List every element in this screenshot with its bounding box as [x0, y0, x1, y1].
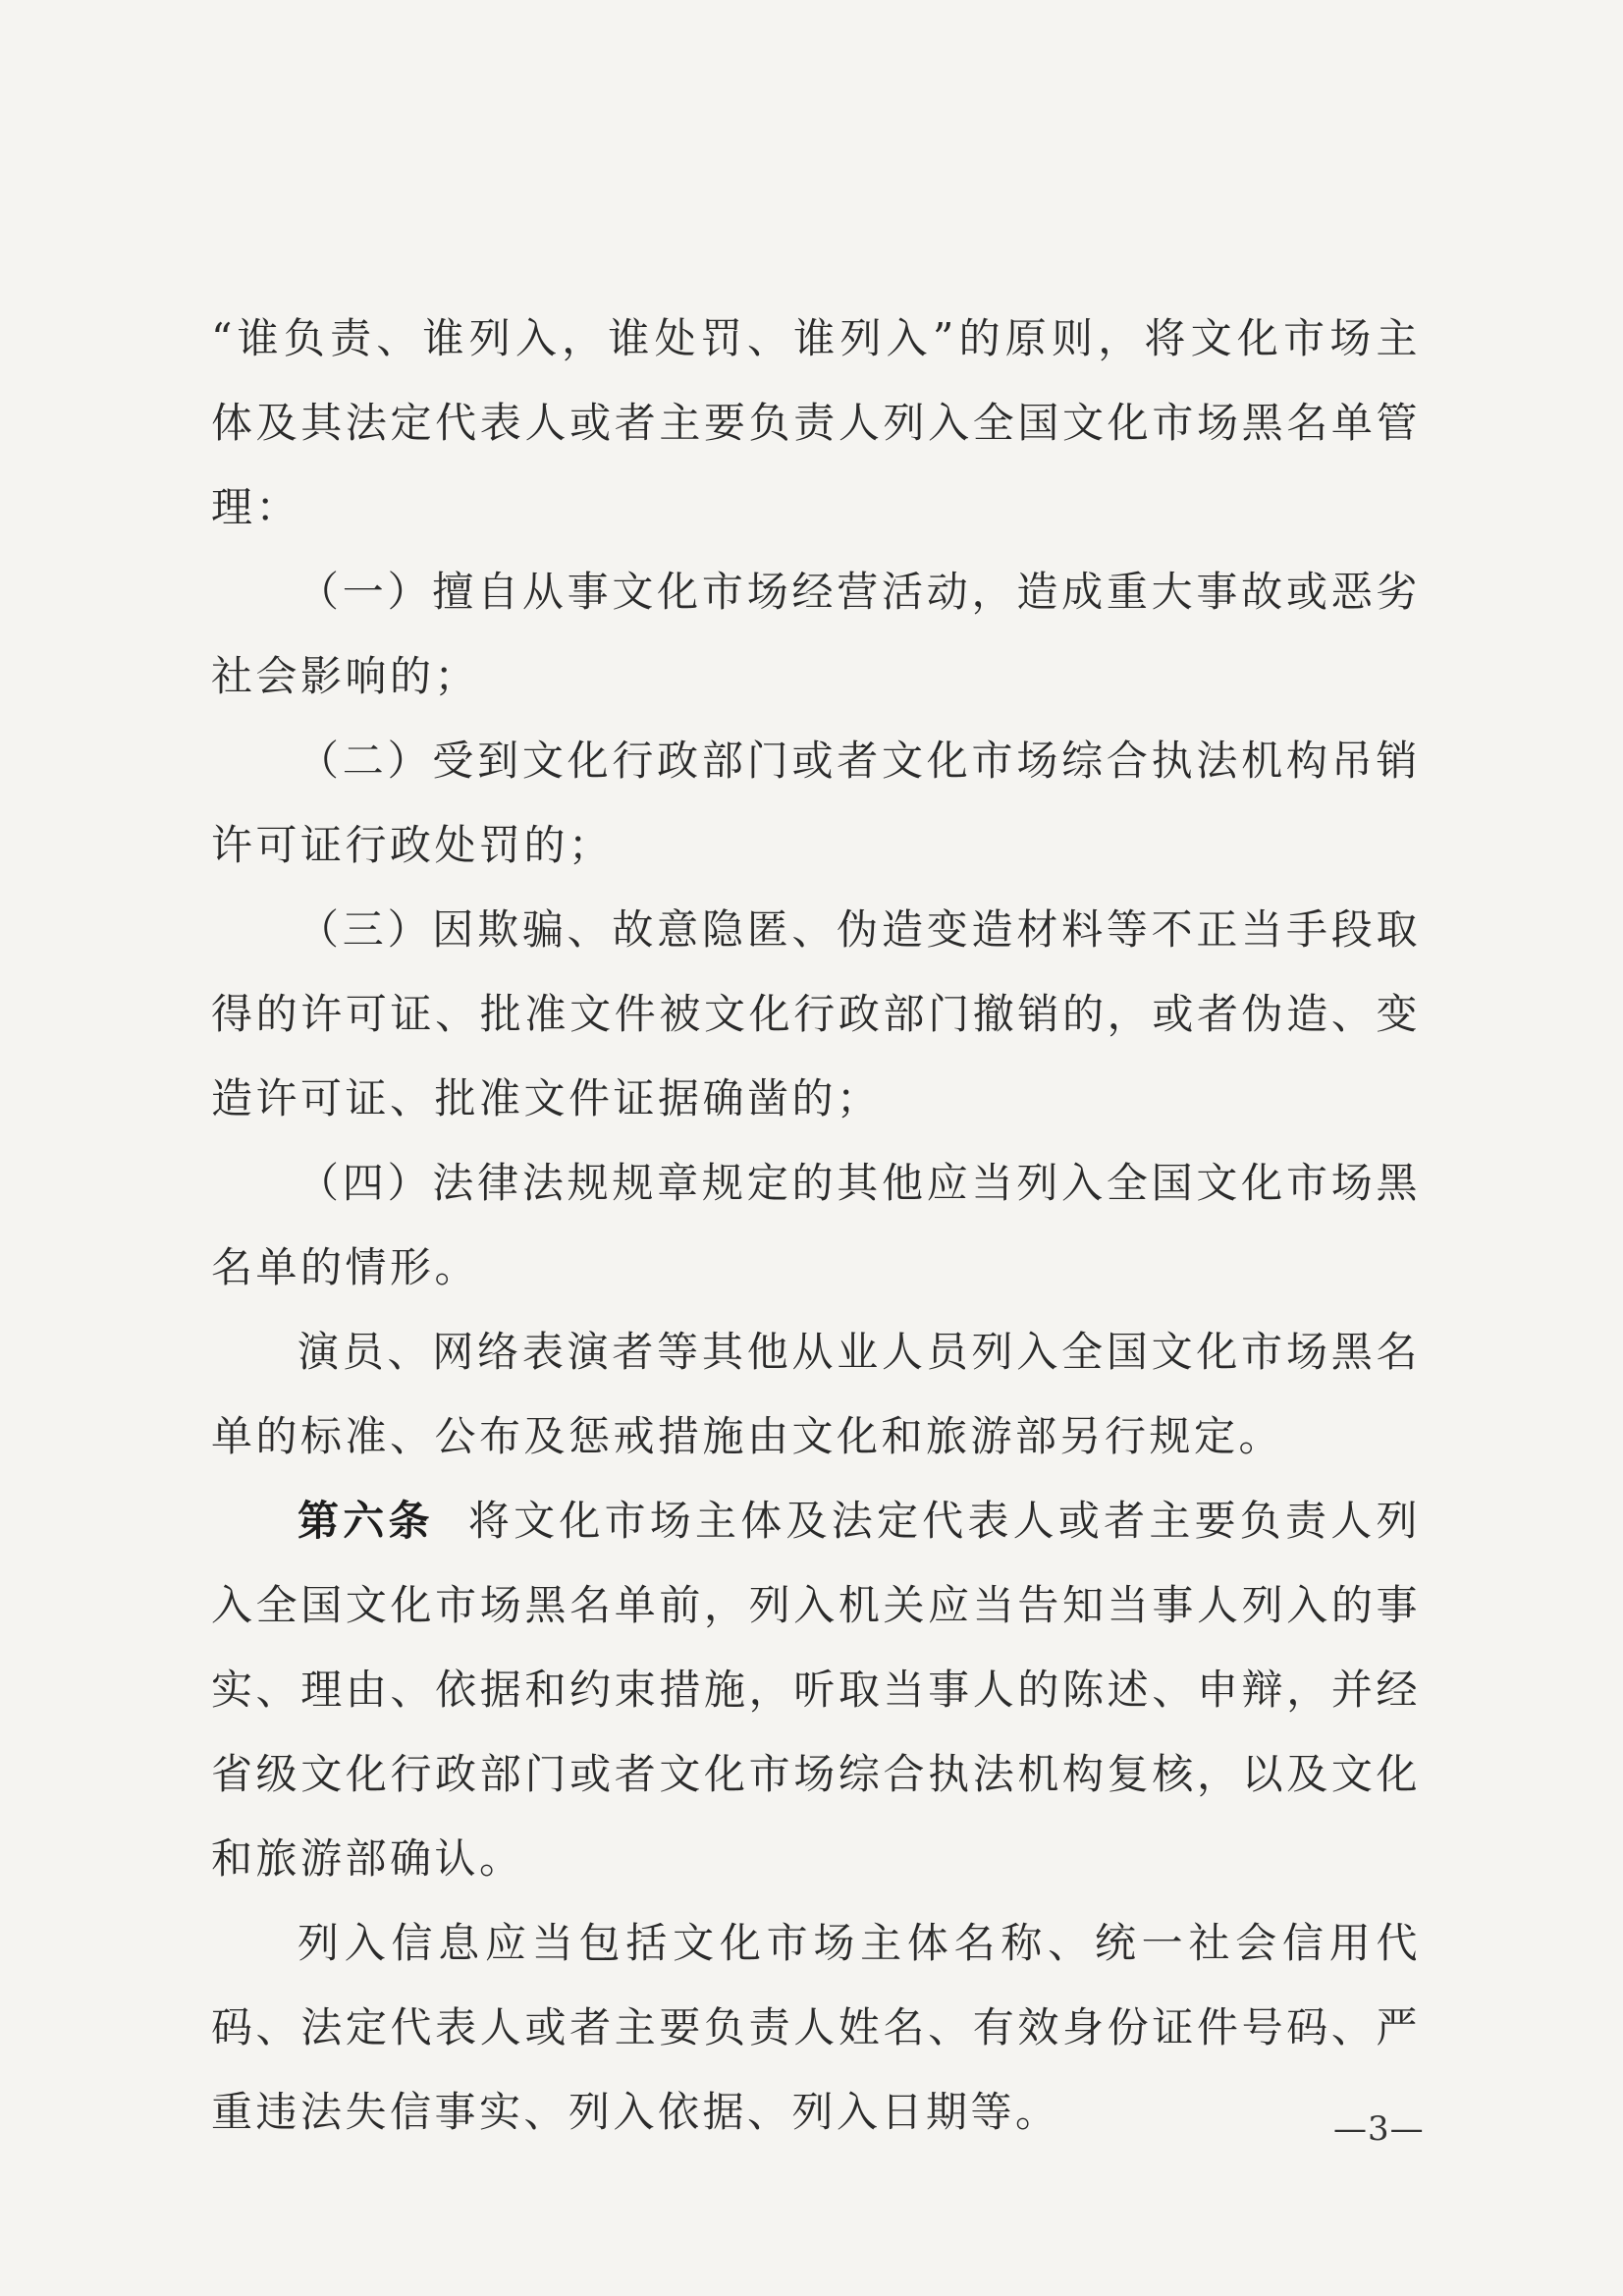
list-item-4 — [211, 1141, 1421, 1310]
list-item-2 — [211, 719, 1421, 888]
paragraph-text: “谁负责、谁列入，谁处罚、谁列入”的原则，将文化市场主体及其法定代表人或者主要负责人列入全国文化市场黑名单管理： — [211, 314, 1421, 531]
paragraph-text: 演员、网络表演者等其他从业人员列入全国文化市场黑名单的标准、公布及惩戒措施由文化和旅游部另行规定。 — [211, 1328, 1421, 1460]
list-item-1 — [211, 550, 1421, 719]
paragraph-principle — [211, 297, 1421, 550]
paragraph-performers — [211, 1310, 1421, 1479]
page-number: —3— — [1333, 2109, 1425, 2149]
paragraph-listing-info — [211, 1901, 1421, 2155]
article-six — [211, 1479, 1421, 1901]
paragraph-text: （四）法律法规规章规定的其他应当列入全国文化市场黑名单的情形。 — [211, 1159, 1421, 1291]
paragraph-text: （三）因欺骗、故意隐匿、伪造变造材料等不正当手段取得的许可证、批准文件被文化行政部门撤销的，或者伪造、变造许可证、批准文件证据确凿的； — [211, 905, 1421, 1122]
paragraph-text: （一）擅自从事文化市场经营活动，造成重大事故或恶劣社会影响的； — [211, 568, 1421, 700]
list-item-3 — [211, 888, 1421, 1141]
paragraph-text: 将文化市场主体及法定代表人或者主要负责人列入全国文化市场黑名单前，列入机关应当告知当事人列入的事实、理由、依据和约束措施，听取当事人的陈述、申辩，并经省级文化行政部门或者文化市场综合执法机构复核，以及文化和旅游部确认。 — [211, 1497, 1421, 1883]
paragraph-text: （二）受到文化行政部门或者文化市场综合执法机构吊销许可证行政处罚的； — [211, 737, 1421, 869]
article-heading: 第六条 — [298, 1497, 434, 1545]
paragraph-text: 列入信息应当包括文化市场主体名称、统一社会信用代码、法定代表人或者主要负责人姓名、有效身份证件号码、严重违法失信事实、列入依据、列入日期等。 — [211, 1919, 1421, 2136]
document-body — [211, 297, 1421, 2155]
